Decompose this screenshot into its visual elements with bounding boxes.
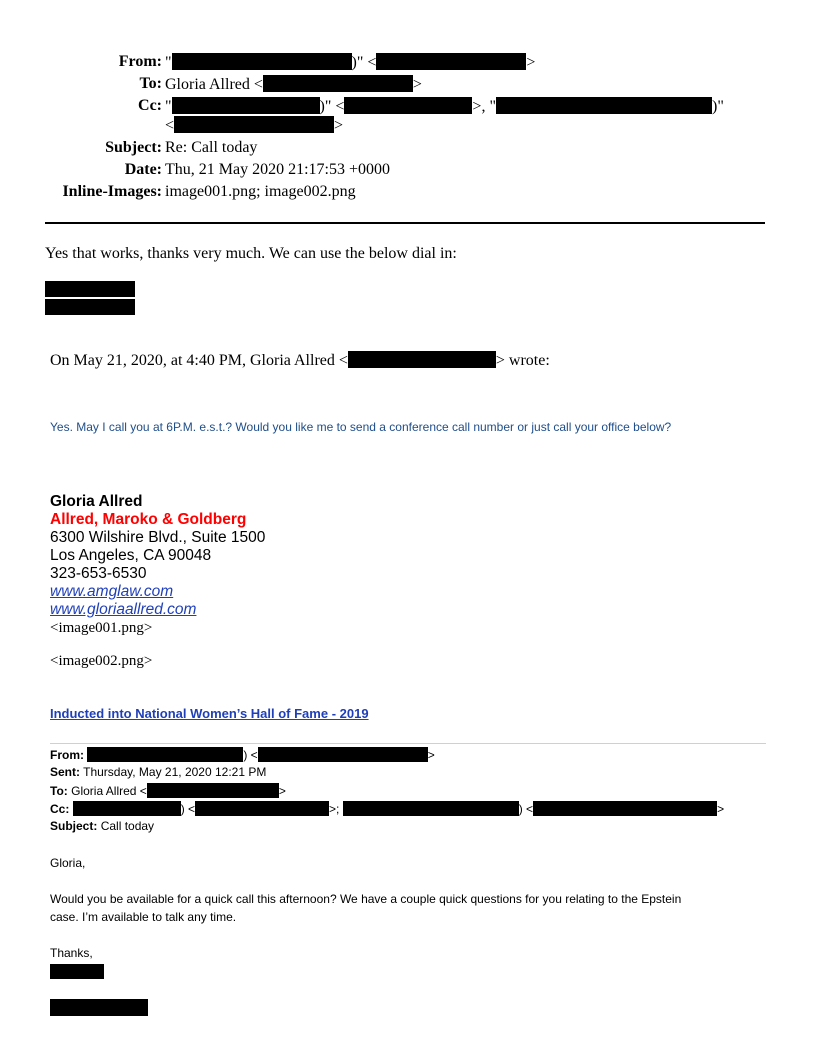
original-cc-row: Cc: ) < >; ) < >: [50, 802, 725, 816]
signature-address-1: 6300 Wilshire Blvd., Suite 1500: [50, 529, 266, 546]
amglaw-link[interactable]: www.amglaw.com: [50, 583, 174, 600]
reply-text: Yes that works, thanks very much. We can use the below dial in:: [45, 245, 457, 262]
header-cc-row-continued: < >: [165, 117, 344, 134]
subject-label: Subject:: [105, 139, 162, 156]
redacted-cc-name-2: [496, 97, 712, 114]
header-date-row: [0, 161, 816, 181]
original-to-row: To: Gloria Allred < >: [50, 784, 286, 798]
original-subject-row: Subject: Call today: [50, 819, 155, 833]
inline-image-1: <image001.png>: [50, 620, 153, 636]
original-greeting: Gloria,: [50, 856, 86, 870]
header-cc-row: Cc: " )" < >, " )": [0, 97, 816, 117]
original-from-row: From: ) < >: [50, 748, 435, 762]
redacted-original-signature-name: [50, 964, 104, 979]
signature-phone: 323-653-6530: [50, 565, 147, 582]
header-divider: [45, 222, 765, 224]
redacted-original-cc-name-2: [343, 801, 519, 816]
quoted-message: Yes. May I call you at 6P.M. e.s.t.? Would you like me to send a conference call number or just call your office below?: [50, 420, 672, 434]
quote-intro: On May 21, 2020, at 4:40 PM, Gloria Allred < > wrote:: [50, 352, 550, 369]
redacted-dial-in-line-1: [45, 281, 135, 297]
inline-images-label: Inline-Images:: [62, 183, 162, 200]
redacted-to-email: [263, 75, 413, 92]
subject-value: Re: Call today: [165, 139, 258, 156]
to-label: To:: [139, 75, 162, 92]
redacted-dial-in-line-2: [45, 299, 135, 315]
redacted-original-cc-email-2: [533, 801, 717, 816]
redacted-cc-email-1: [344, 97, 472, 114]
hall-of-fame-link[interactable]: Inducted into National Women’s Hall of Fame - 2019: [50, 706, 369, 721]
signature-address-2: Los Angeles, CA 90048: [50, 547, 212, 564]
redacted-original-to-email: [147, 783, 279, 798]
gloriaallred-link[interactable]: www.gloriaallred.com: [50, 601, 197, 618]
original-thanks: Thanks,: [50, 946, 93, 960]
cc-label: Cc:: [138, 97, 162, 114]
signature-firm: Allred, Maroko & Goldberg: [50, 511, 247, 528]
redacted-cc-email-2: [174, 116, 334, 133]
header-to-row: To: Gloria Allred < >: [0, 75, 816, 95]
redacted-original-signature-title: [50, 999, 148, 1016]
date-label: Date:: [124, 161, 162, 178]
redacted-quote-email: [348, 351, 496, 368]
header-subject-row: [0, 139, 816, 159]
inline-image-2: <image002.png>: [50, 653, 153, 669]
signature-name: Gloria Allred: [50, 493, 143, 510]
original-divider: [50, 743, 766, 744]
redacted-original-sender-email: [258, 747, 428, 762]
header-inline-images-row: [0, 183, 816, 203]
original-sent-row: Sent: Thursday, May 21, 2020 12:21 PM: [50, 765, 267, 779]
redacted-sender-email: [376, 53, 526, 70]
redacted-cc-name-1: [172, 97, 320, 114]
date-value: Thu, 21 May 2020 21:17:53 +0000: [165, 161, 391, 178]
original-body-line-1: Would you be available for a quick call this afternoon? We have a couple quick questions for you relating to the Epstein: [50, 892, 682, 906]
original-body-line-2: case. I’m available to talk any time.: [50, 910, 237, 924]
redacted-original-cc-name-1: [73, 801, 181, 816]
from-label: From:: [118, 53, 162, 70]
inline-images-value: image001.png; image002.png: [165, 183, 356, 200]
redacted-original-sender-name: [87, 747, 243, 762]
to-value: Gloria Allred <: [165, 76, 263, 93]
header-from-row: From: " )" < >: [0, 53, 816, 73]
redacted-sender-name: [172, 53, 352, 70]
redacted-original-cc-email-1: [195, 801, 329, 816]
